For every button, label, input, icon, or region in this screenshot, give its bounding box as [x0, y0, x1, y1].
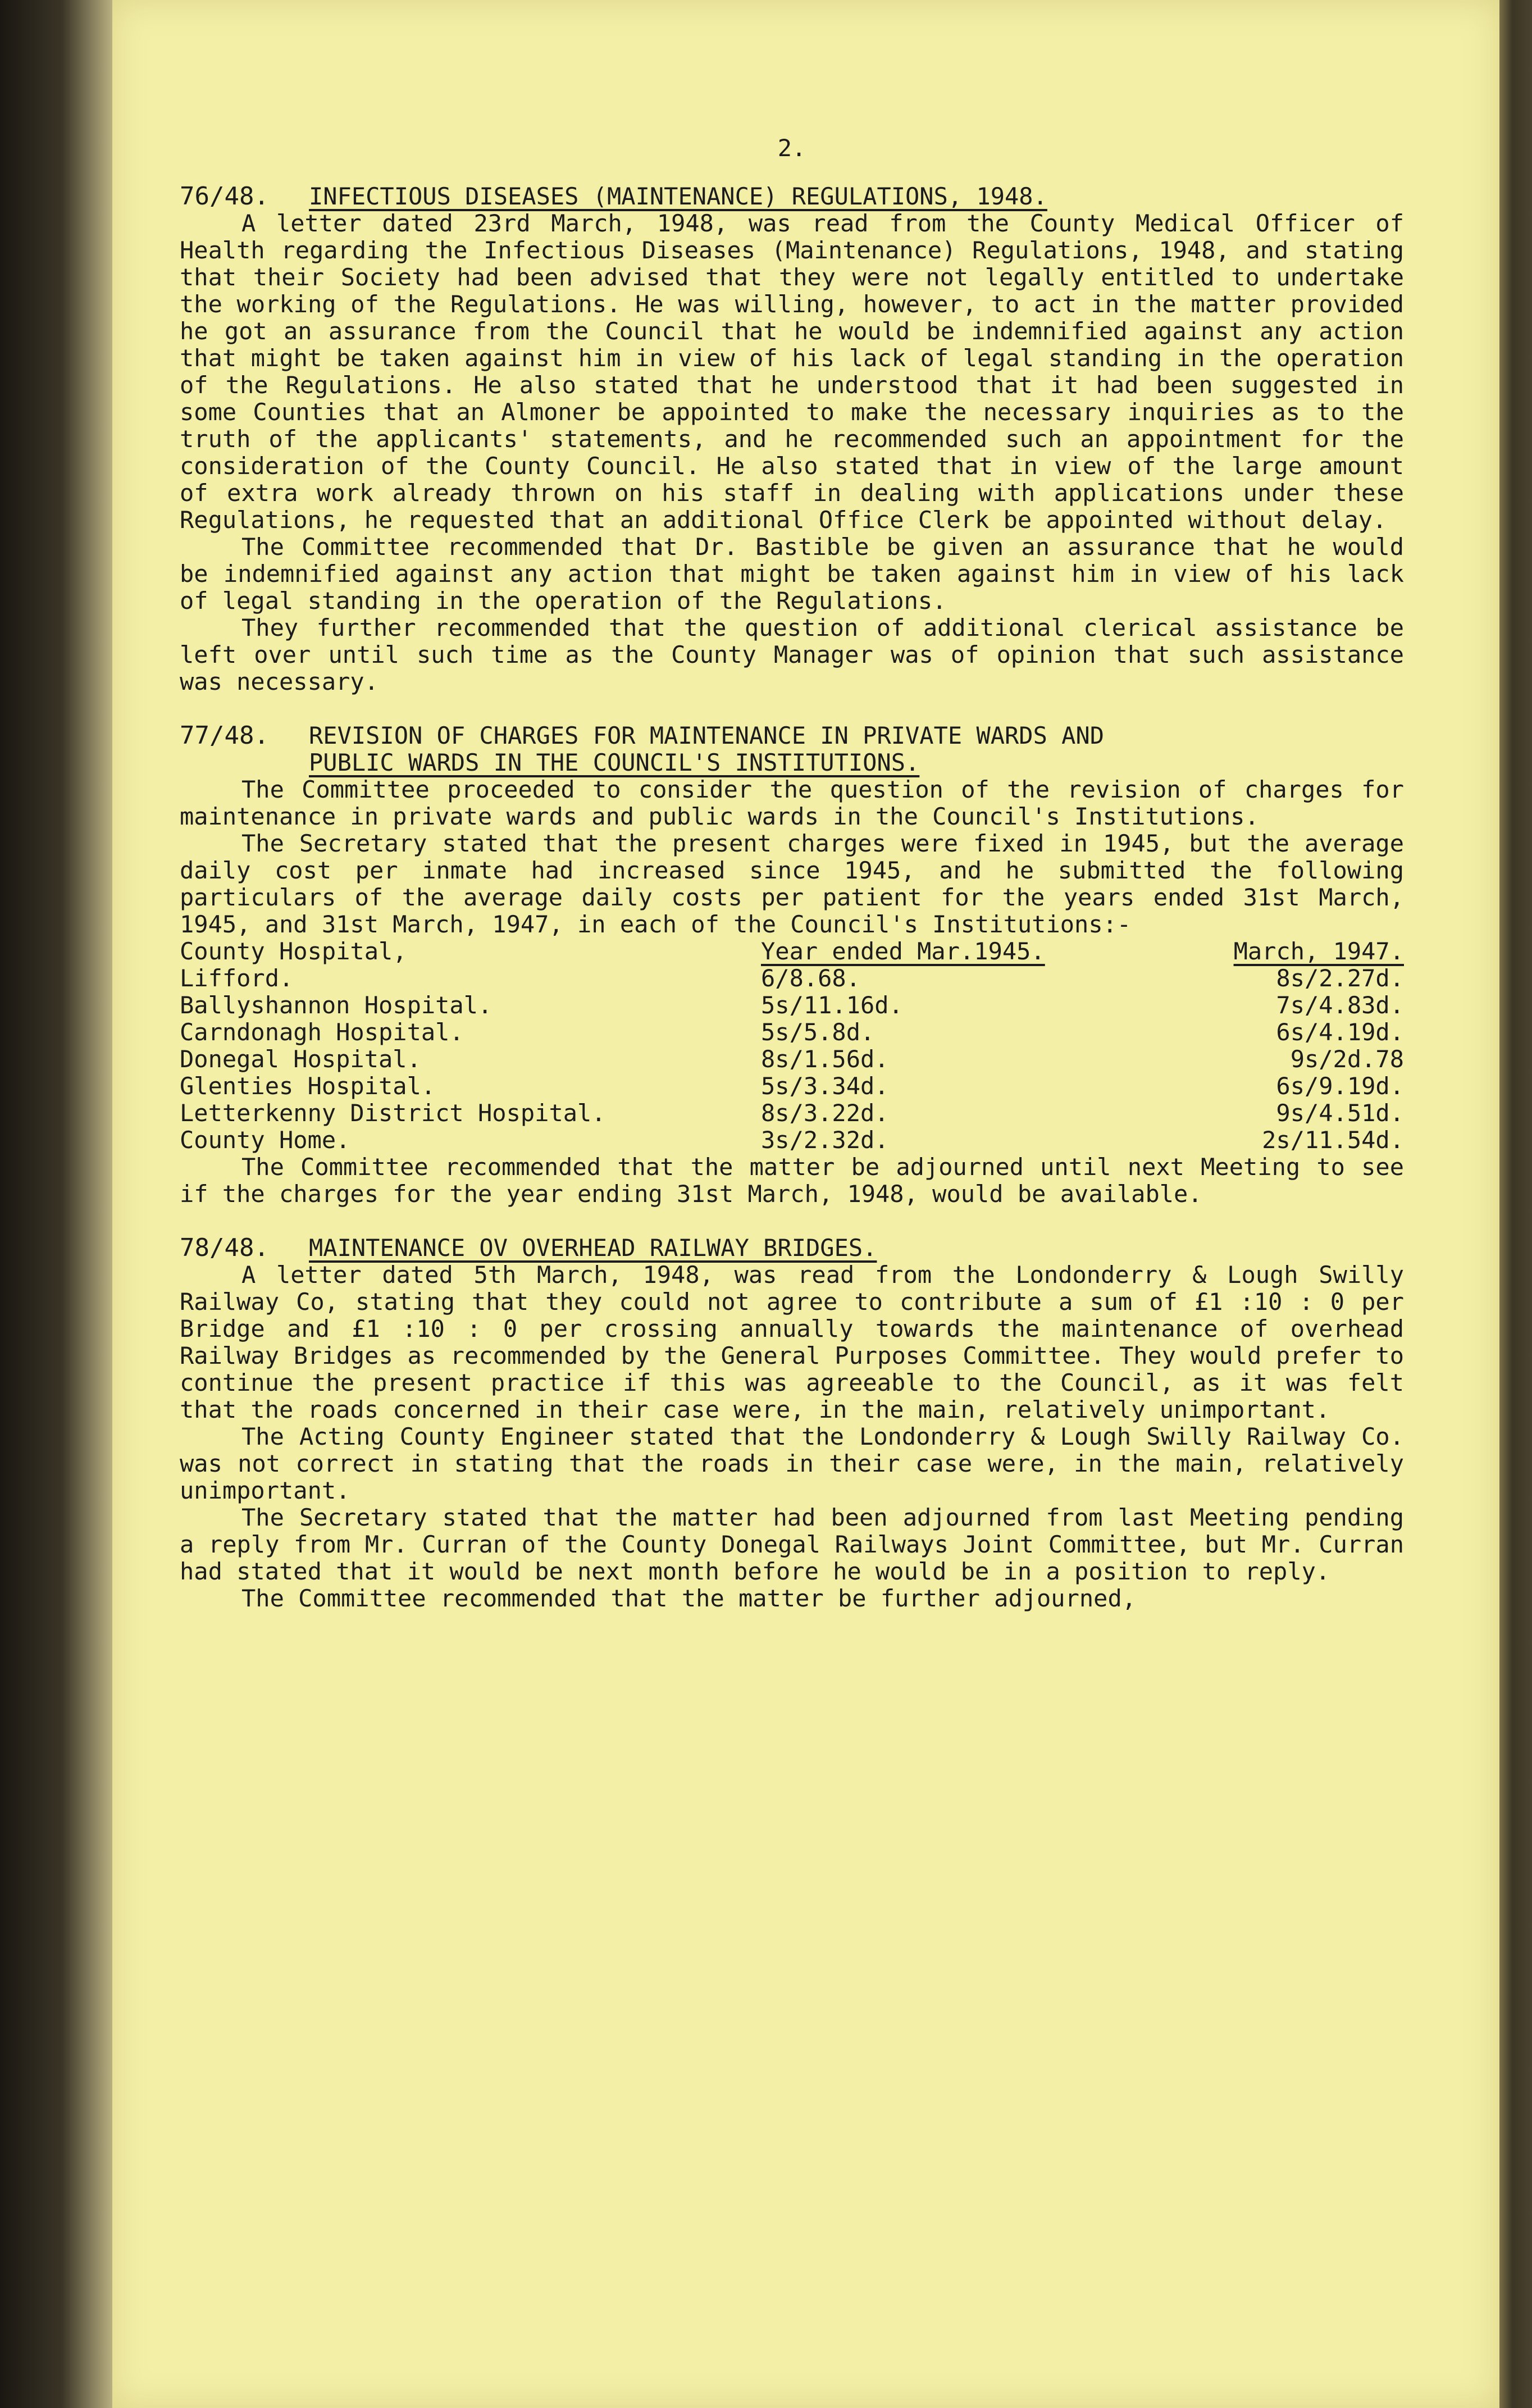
section-76-48 [180, 183, 1404, 695]
paragraph: They further recommended that the question of additional clerical assistance be left over until such time as the County Manager was of opinion that such assistance was necessary. [180, 614, 1404, 695]
table-cell-1945: 5s/11.16d. [761, 991, 903, 1019]
section-78-48 [180, 1235, 1404, 1612]
table-cell-1945: 8s/3.22d. [761, 1099, 889, 1127]
table-header-institution: County Hospital, [180, 937, 407, 965]
table-cell-institution: Ballyshannon Hospital. [180, 991, 493, 1019]
paragraph: The Committee recommended that the matter be further adjourned, [241, 1585, 1137, 1612]
paragraph: The Secretary stated that the matter had been adjourned from last Meeting pending a reply from Mr. Curran of the County Donegal Railways Joint Committee, but Mr. Curran had stated that it would be next month before he would be in a position to reply. [180, 1504, 1404, 1585]
table-cell-1945: 6/8.68. [761, 964, 861, 992]
section-number: 77/48. [180, 721, 269, 750]
section-title: INFECTIOUS DISEASES (MAINTENANCE) REGULATIONS, 1948. [309, 183, 1047, 210]
table-header-1945: Year ended Mar.1945. [761, 937, 1045, 965]
table-cell-institution: County Home. [180, 1126, 350, 1154]
section-title [309, 722, 1104, 776]
table-cell-1945: 8s/1.56d. [761, 1045, 889, 1073]
section-number: 78/48. [180, 1233, 269, 1262]
table-cell-1947: 9s/4.51d. [1276, 1099, 1404, 1127]
charges-table [180, 938, 1404, 1154]
table-cell-institution: Lifford. [180, 964, 294, 992]
table-cell-1947: 8s/2.27d. [1276, 964, 1404, 992]
document-content [180, 135, 1404, 1639]
table-cell-institution: Carndonagh Hospital. [180, 1018, 464, 1046]
page-number: 2. [777, 134, 806, 162]
table-cell-1947: 2s/11.54d. [1262, 1126, 1404, 1154]
table-cell-1947: 9s/2d.78 [1290, 1045, 1404, 1073]
table-cell-institution: Donegal Hospital. [180, 1045, 421, 1073]
paragraph: The Acting County Engineer stated that the Londonderry & Lough Swilly Railway Co. was not correct in stating that the roads in their case were, in the main, relatively unimportant. [180, 1423, 1404, 1504]
table-cell-1945: 3s/2.32d. [761, 1126, 889, 1154]
table-cell-1945: 5s/3.34d. [761, 1072, 889, 1100]
section-heading [180, 722, 1404, 776]
section-title-line-2: PUBLIC WARDS IN THE COUNCIL'S INSTITUTIONS. [309, 749, 920, 776]
table-cell-1947: 6s/4.19d. [1276, 1018, 1404, 1046]
section-title-line-1: REVISION OF CHARGES FOR MAINTENANCE IN PRIVATE WARDS AND [309, 722, 1105, 749]
table-cell-institution: Glenties Hospital. [180, 1072, 436, 1100]
table-cell-institution: Letterkenny District Hospital. [180, 1099, 606, 1127]
paragraph: The Secretary stated that the present charges were fixed in 1945, but the average daily cost per inmate had increased since 1945, and he submitted the following particulars of the average daily costs per patient for the years ended 31st March, 1945, and 31st March, 1947, in each of the Council's Institutions:- [180, 830, 1404, 938]
paragraph: A letter dated 5th March, 1948, was read from the Londonderry & Lough Swilly Railway Co, stating that they could not agree to contribute a sum of £1 :10 : 0 per Bridge and £1 :10 : 0 per crossing annually towards the maintenance of overhead Railway Bridges as recommended by the General Purposes Committee. They would prefer to continue the present practice if this was agreeable to the Council, as it was felt that the roads concerned in their case were, in the main, relatively unimportant. [180, 1261, 1404, 1423]
table-cell-1947: 6s/9.19d. [1276, 1072, 1404, 1100]
section-title: MAINTENANCE OV OVERHEAD RAILWAY BRIDGES. [309, 1234, 877, 1262]
paragraph: The Committee recommended that the matter be adjourned until next Meeting to see if the charges for the year ending 31st March, 1948, would be available. [180, 1153, 1404, 1208]
section-heading [180, 1235, 1404, 1262]
table-cell-1947: 7s/4.83d. [1276, 991, 1404, 1019]
paragraph: The Committee proceeded to consider the question of the revision of charges for maintenance in private wards and public wards in the Council's Institutions. [180, 776, 1404, 830]
paragraph: A letter dated 23rd March, 1948, was read from the County Medical Officer of Health regarding the Infectious Diseases (Maintenance) Regulations, 1948, and stating that their Society had been advised that they were not legally entitled to undertake the working of the Regulations. He was willing, however, to act in the matter provided he got an assurance from the Council that he would be indemnified against any action that might be taken against him in view of his lack of legal standing in the operation of the Regulations. He also stated that he understood that it had been suggested in some Counties that an Almoner be appointed to make the necessary inquiries as to the truth of the applicants' statements, and he recommended such an appointment for the consideration of the County Council. He also stated that in view of the large amount of extra work already thrown on his staff in dealing with applications under these Regulations, he requested that an additional Office Clerk be appointed without delay. [180, 210, 1404, 534]
section-number: 76/48. [180, 182, 269, 211]
page-edge [1499, 0, 1532, 2408]
section-heading [180, 183, 1404, 210]
section-77-48 [180, 722, 1404, 1208]
table-cell-1945: 5s/5.8d. [761, 1018, 875, 1046]
book-binding [0, 0, 112, 2408]
paragraph: The Committee recommended that Dr. Bastible be given an assurance that he would be indemnified against any action that might be taken against him in view of his lack of legal standing in the operation of the Regulations. [180, 533, 1404, 614]
table-header-1947: March, 1947. [1233, 937, 1404, 965]
